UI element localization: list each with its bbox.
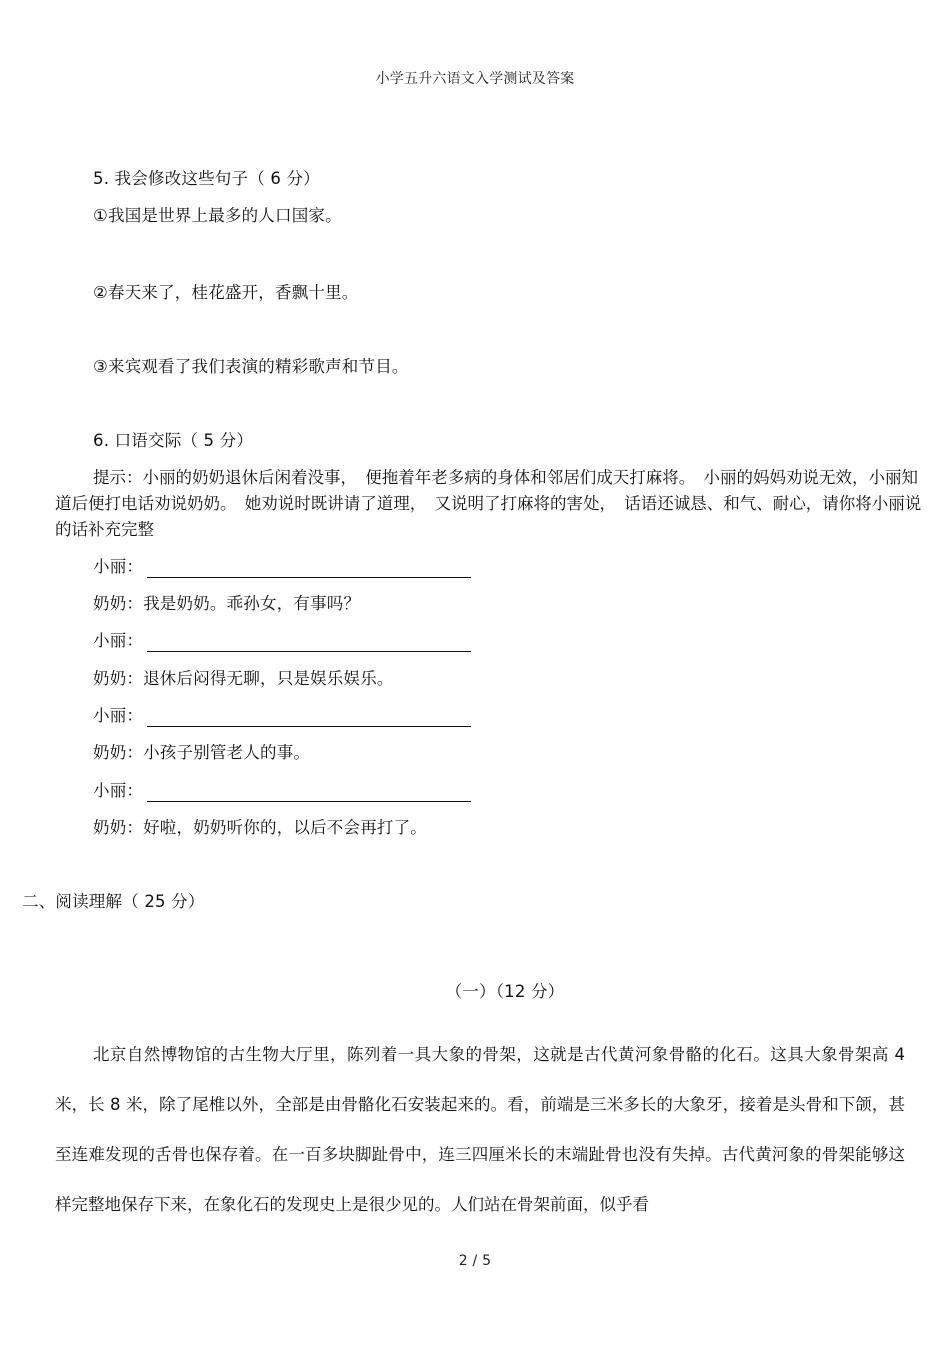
dialogue-line: 奶奶：退休后闷得无聊，只是娱乐娱乐。 [93,669,394,688]
speaker-label: 小丽： [93,631,144,650]
section-title: 二、阅读理解（ 25 分） [22,892,205,911]
speaker-label: 小丽： [93,706,144,725]
q6-prompt [55,465,923,543]
subsection-title: （一）（12 分） [445,982,565,1001]
speaker-label: 小丽： [93,781,144,800]
dialogue-line [93,630,471,652]
answer-blank[interactable] [147,706,471,727]
q5-sentence-1: ①我国是世界上最多的人口国家。 [93,206,342,225]
reading-passage: 北京自然博物馆的古生物大厅里，陈列着一具大象的骨架，这就是古代黄河象骨骼的化石。这具大象骨架高 4 米，长 8 米，除了尾椎以外，全部是由骨骼化石安装起来的。看，前端是三米多长的大象牙，接着是头骨和下颌，甚至连难发现的舌骨也保存着。在一百多块脚趾骨中，连三四厘米长的末端趾骨也没有失掉。古代黄河象的骨架能够这样完整地保存下来，在象化石的发现史上是很少见的。人们站在骨架前面，似乎看 [55,1045,905,1214]
dialogue-line: 奶奶：我是奶奶。乖孙女，有事吗？ [93,594,361,613]
q6-prompt-text: 提示：小丽的奶奶退休后闲着没事， 便拖着年老多病的身体和邻居们成天打麻将。 小丽的妈妈劝说无效，小丽知道后便打电话劝说奶奶。 她劝说时既讲请了道理， 又说明了打麻将的害处， 话语还诚恳、和气、耐心，请你将小丽说的话补充完整 [55,468,922,539]
dialogue-line: 奶奶：好啦，奶奶听你的，以后不会再打了。 [93,818,427,837]
speaker-label: 小丽： [93,557,144,576]
q5-title: 5. 我会修改这些句子（ 6 分） [93,169,320,188]
page-header: 小学五升六语文入学测试及答案 [375,71,575,87]
dialogue-line: 奶奶：小孩子别管老人的事。 [93,743,311,762]
q5-sentence-3: ③来宾观看了我们表演的精彩歌声和节目。 [93,357,409,376]
answer-blank[interactable] [147,631,471,652]
answer-blank[interactable] [147,781,471,802]
q6-title: 6. 口语交际（ 5 分） [93,431,254,450]
dialogue-line [93,556,471,578]
answer-blank[interactable] [147,557,471,578]
q5-sentence-2: ②春天来了，桂花盛开，香飘十里。 [93,283,359,302]
dialogue-line [93,705,471,727]
page-number: 2 / 5 [458,1253,492,1269]
dialogue-line [93,780,471,802]
